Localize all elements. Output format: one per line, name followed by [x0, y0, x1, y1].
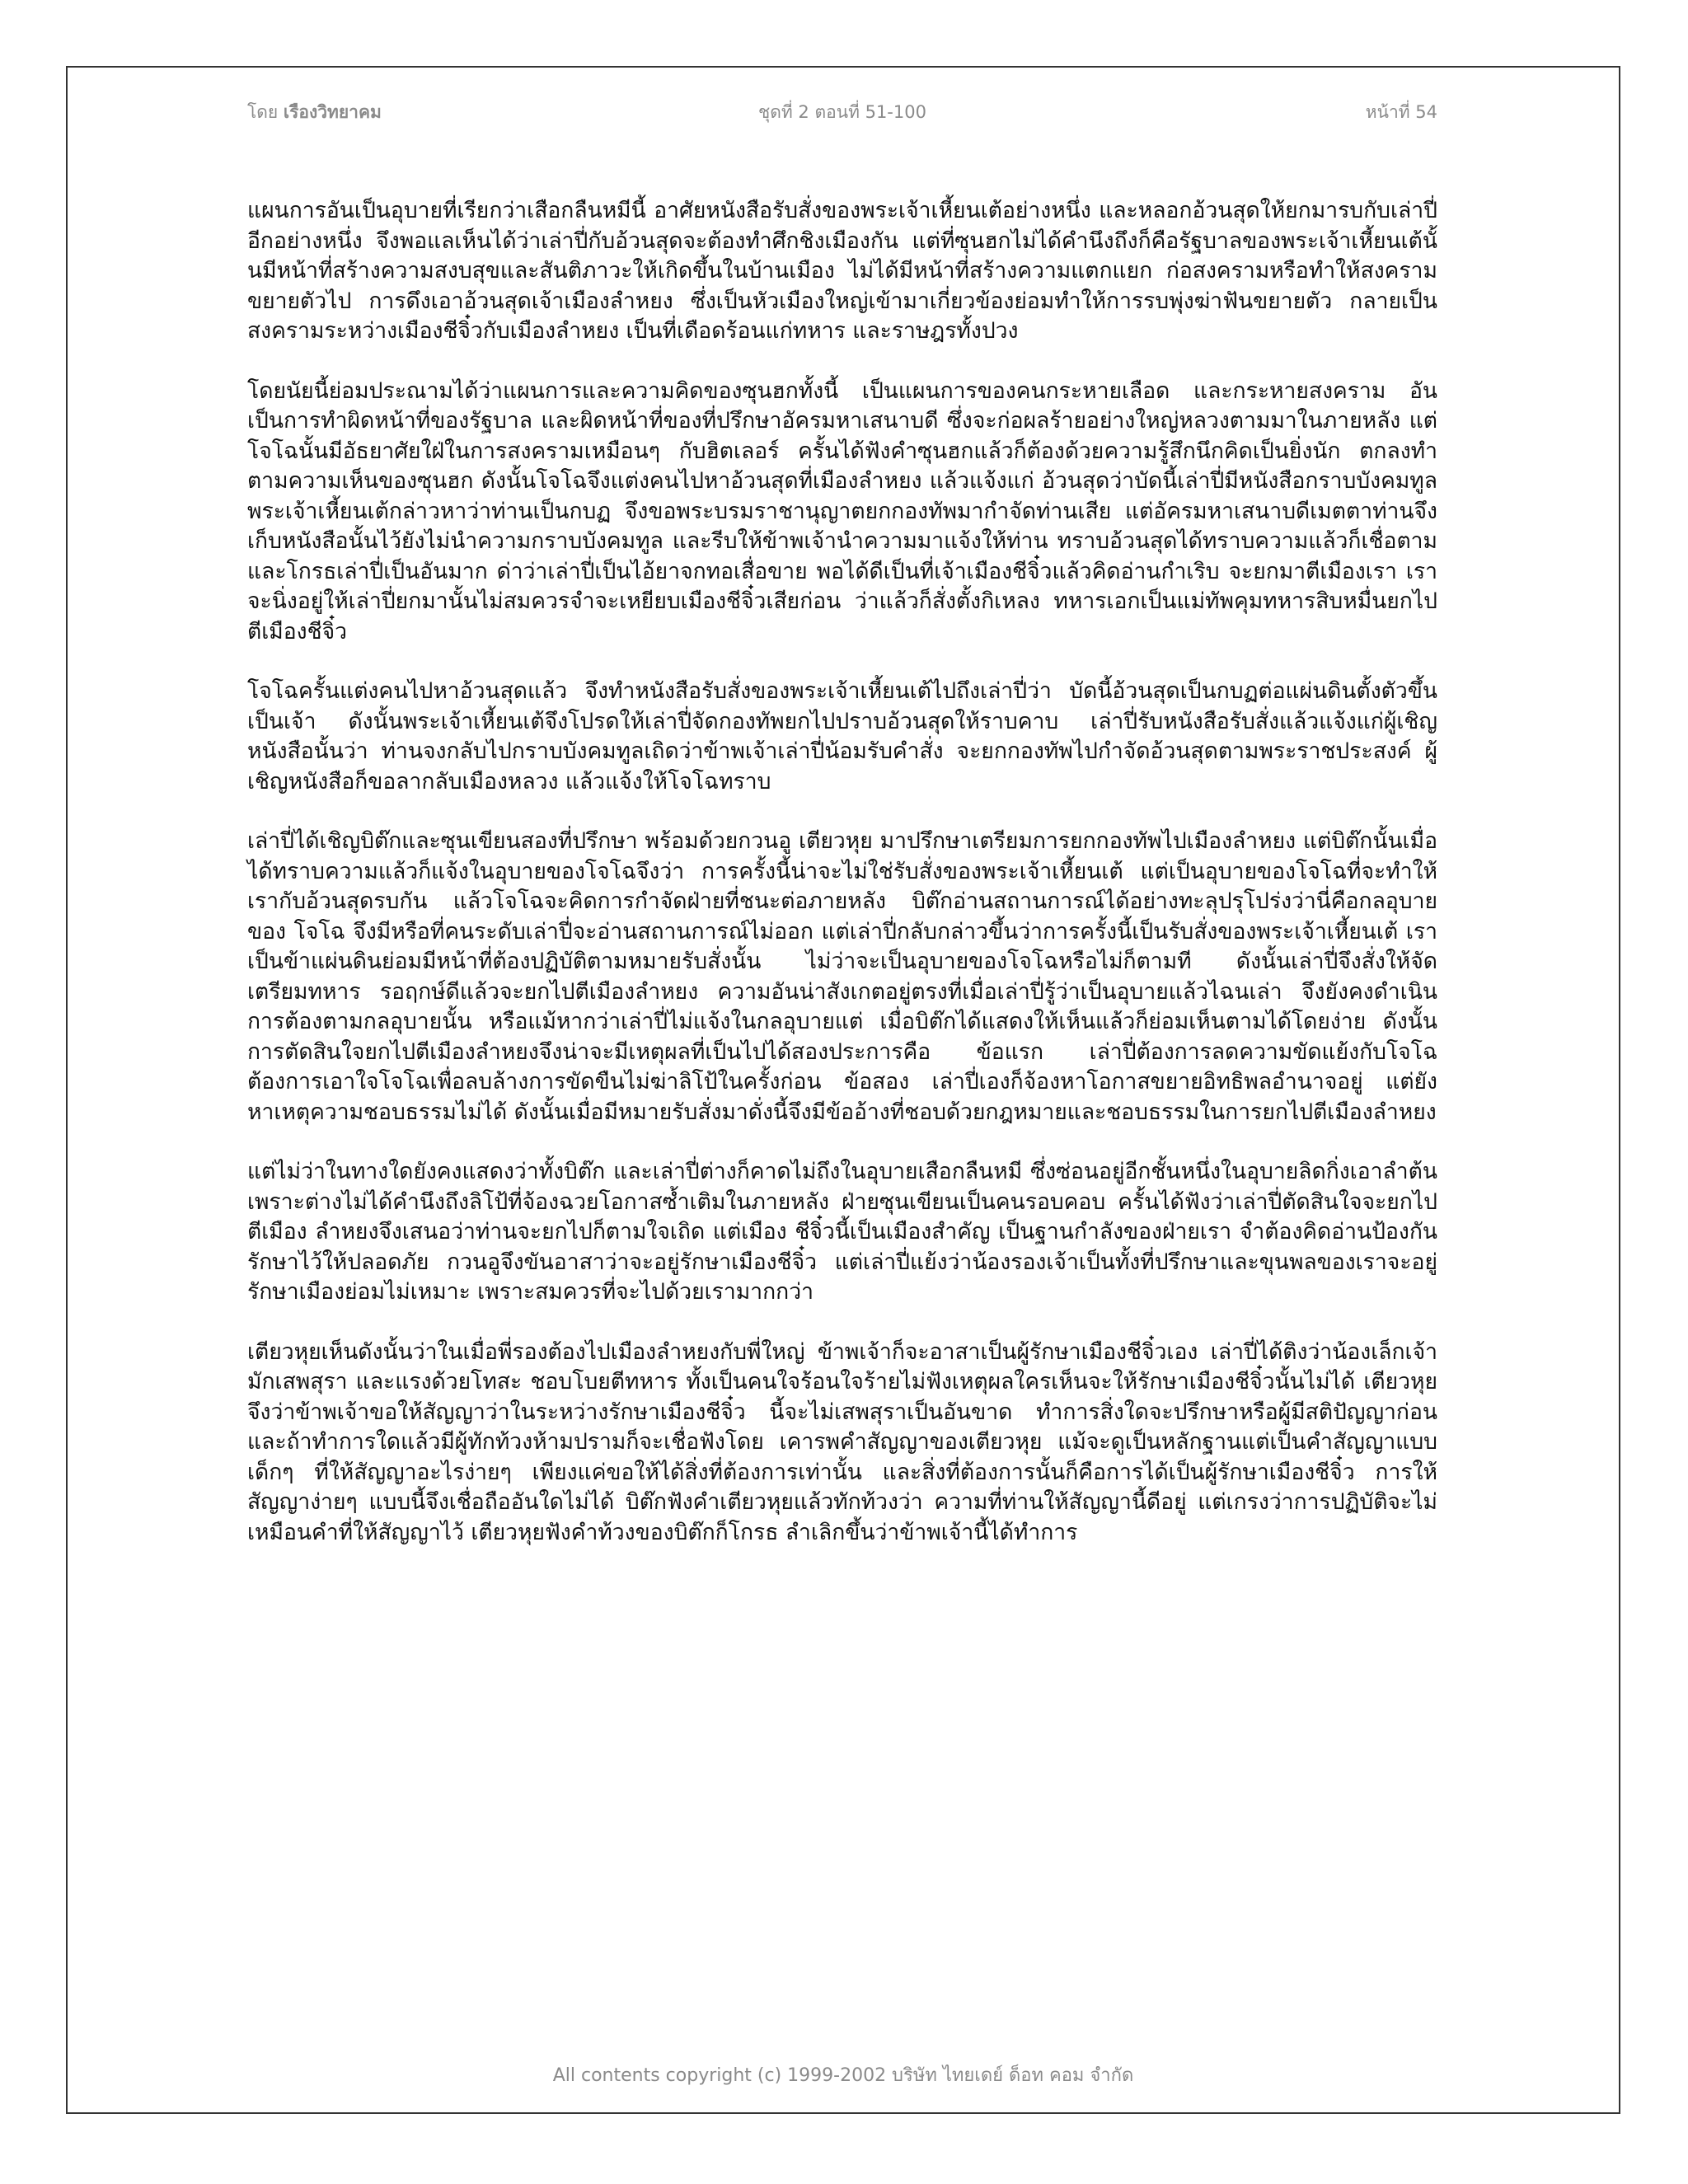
page-header — [247, 99, 1437, 132]
author-name: เรืองวิทยาคม — [283, 102, 382, 122]
paragraph: แต่ไม่ว่าในทางใดยังคงแสดงว่าทั้งบิต๊ก และเล่าปี่ต่างก็คาดไม่ถึงในอุบายเสือกลืนหมี ซึ่งซ่อนอยู่อีกชั้นหนึ่งในอุบายลิดกิ่งเอาลำต้น เพราะต่างไม่ได้คำนึงถึงลิโป้ที่จ้องฉวยโอกาสซ้ำเติมในภายหลัง ฝ่ายซุนเขียนเป็นคนรอบคอบ ครั้นได้ฟังว่าเล่าปี่ตัดสินใจจะยกไปตีเมือง ลำหยงจึงเสนอว่าท่านจะยกไปก็ตามใจเถิด แต่เมือง ชีจิ๋วนี้เป็นเมืองสำคัญ เป็นฐานกำลังของฝ่ายเรา จำต้องคิดอ่านป้องกันรักษาไว้ให้ปลอดภัย กวนอูจึงขันอาสาว่าจะอยู่รักษาเมืองชีจิ๋ว แต่เล่าปี่แย้งว่าน้องรองเจ้าเป็นทั้งที่ปรึกษาและขุนพลของเราจะอยู่รักษาเมืองย่อมไม่เหมาะ เพราะสมควรที่จะไปด้วยเรามากกว่า — [247, 1159, 1437, 1305]
paragraph: โจโฉครั้นแต่งคนไปหาอ้วนสุดแล้ว จึงทำหนังสือรับสั่งของพระเจ้าเหี้ยนเต้ไปถึงเล่าปี่ว่า บัดนี้อ้วนสุดเป็นกบฏต่อแผ่นดินตั้งตัวขึ้นเป็นเจ้า ดังนั้นพระเจ้าเหี้ยนเต้จึงโปรดให้เล่าปี่จัดกองทัพยกไปปราบอ้วนสุดให้ราบคาบ เล่าปี่รับหนังสือรับสั่งแล้วแจ้งแก่ผู้เชิญหนังสือนั้นว่า ท่านจงกลับไปกราบบังคมทูลเถิดว่าข้าพเจ้าเล่าปี่น้อมรับคำสั่ง จะยกกองทัพไปกำจัดอ้วนสุดตามพระราชประสงค์ ผู้เชิญหนังสือก็ขอลากลับเมืองหลวง แล้วแจ้งให้โจโฉทราบ — [247, 678, 1437, 794]
copyright-footer: All contents copyright (c) 1999-2002 บริษัท ไทยเดย์ ด็อท คอม จำกัด — [552, 2065, 1134, 2086]
article-body — [247, 196, 1437, 1548]
header-author: โดย เรืองวิทยาคม — [247, 102, 382, 122]
header-series: ชุดที่ 2 ตอนที่ 51-100 — [758, 102, 926, 122]
paragraph: เตียวหุยเห็นดังนั้นว่าในเมื่อพี่รองต้องไปเมืองลำหยงกับพี่ใหญ่ ข้าพเจ้าก็จะอาสาเป็นผู้รักษาเมืองชีจิ๋วเอง เล่าปี่ได้ติงว่าน้องเล็กเจ้ามักเสพสุรา และแรงด้วยโทสะ ชอบโบยตีทหาร ทั้งเป็นคนใจร้อนใจร้ายไม่ฟังเหตุผลใครเห็นจะให้รักษาเมืองชีจิ๋วนั้นไม่ได้ เตียวหุยจึงว่าข้าพเจ้าขอให้สัญญาว่าในระหว่างรักษาเมืองชีจิ๋ว นี้จะไม่เสพสุราเป็นอันขาด ทำการสิ่งใดจะปรึกษาหรือผู้มีสติปัญญาก่อน และถ้าทำการใดแล้วมีผู้ทักท้วงห้ามปรามก็จะเชื่อฟังโดย เคารพคำสัญญาของเตียวหุย แม้จะดูเป็นหลักฐานแต่เป็นคำสัญญาแบบเด็กๆ ที่ให้สัญญาอะไรง่ายๆ เพียงแค่ขอให้ได้สิ่งที่ต้องการเท่านั้น และสิ่งที่ต้องการนั้นก็คือการได้เป็นผู้รักษาเมืองชีจิ๋ว การให้สัญญาง่ายๆ แบบนี้จึงเชื่อถืออันใดไม่ได้ บิต๊กฟังคำเตียวหุยแล้วทักท้วงว่า ความที่ท่านให้สัญญานี้ดีอยู่ แต่เกรงว่าการปฏิบัติจะไม่เหมือนคำที่ให้สัญญาไว้ เตียวหุยฟังคำท้วงของบิต๊กก็โกรธ ลำเลิกขึ้นว่าข้าพเจ้านี้ได้ทำการ — [247, 1338, 1437, 1545]
header-page-number: หน้าที่ 54 — [1365, 102, 1437, 122]
paragraph: เล่าปี่ได้เชิญบิต๊กและซุนเขียนสองที่ปรึกษา พร้อมด้วยกวนอู เตียวหุย มาปรึกษาเตรียมการยกกองทัพไปเมืองลำหยง แต่บิต๊กนั้นเมื่อได้ทราบความแล้วก็แจ้งในอุบายของโจโฉจึงว่า การครั้งนี้น่าจะไม่ใช่รับสั่งของพระเจ้าเหี้ยนเต้ แต่เป็นอุบายของโจโฉที่จะทำให้เรากับอ้วนสุดรบกัน แล้วโจโฉจะคิดการกำจัดฝ่ายที่ชนะต่อภายหลัง บิต๊กอ่านสถานการณ์ได้อย่างทะลุปรุโปร่งว่านี่คือกลอุบายของ โจโฉ จึงมีหรือที่คนระดับเล่าปี่จะอ่านสถานการณ์ไม่ออก แต่เล่าปี่กลับกล่าวขึ้นว่าการครั้งนี้เป็นรับสั่งของพระเจ้าเหี้ยนเต้ เราเป็นข้าแผ่นดินย่อมมีหน้าที่ต้องปฏิบัติตามหมายรับสั่งนั้น ไม่ว่าจะเป็นอุบายของโจโฉหรือไม่ก็ตามที ดังนั้นเล่าปี่จึงสั่งให้จัดเตรียมทหาร รอฤกษ์ดีแล้วจะยกไปตีเมืองลำหยง ความอันน่าสังเกตอยู่ตรงที่เมื่อเล่าปี่รู้ว่าเป็นอุบายแล้วไฉนเล่า จึงยังคงดำเนินการต้องตามกลอุบายนั้น หรือแม้หากว่าเล่าปี่ไม่แจ้งในกลอุบายแต่ เมื่อบิต๊กได้แสดงให้เห็นแล้วก็ย่อมเห็นตามได้โดยง่าย ดังนั้นการตัดสินใจยกไปตีเมืองลำหยงจึงน่าจะมีเหตุผลที่เป็นไปได้สองประการคือ ข้อแรก เล่าปี่ต้องการลดความขัดแย้งกับโจโฉ ต้องการเอาใจโจโฉเพื่อลบล้างการขัดขืนไม่ฆ่าลิโป้ในครั้งก่อน ข้อสอง เล่าปี่เองก็จ้องหาโอกาสขยายอิทธิพลอำนาจอยู่ แต่ยังหาเหตุความชอบธรรมไม่ได้ ดังนั้นเมื่อมีหมายรับสั่งมาดั่งนี้จึงมีข้ออ้างที่ชอบด้วยกฎหมายและชอบธรรมในการยกไปตีเมืองลำหยง — [247, 828, 1437, 1125]
paragraph: โดยนัยนี้ย่อมประณามได้ว่าแผนการและความคิดของซุนฮกทั้งนี้ เป็นแผนการของคนกระหายเลือด และกระหายสงคราม อันเป็นการทำผิดหน้าที่ของรัฐบาล และผิดหน้าที่ของที่ปรึกษาอัครมหาเสนาบดี ซึ่งจะก่อผลร้ายอย่างใหญ่หลวงตามมาในภายหลัง แต่โจโฉนั้นมีอัธยาศัยใฝ่ในการสงครามเหมือนๆ กับฮิตเลอร์ ครั้นได้ฟังคำซุนฮกแล้วก็ต้องด้วยความรู้สึกนึกคิดเป็นยิ่งนัก ตกลงทำตามความเห็นของซุนฮก ดังนั้นโจโฉจึงแต่งคนไปหาอ้วนสุดที่เมืองลำหยง แล้วแจ้งแก่ อ้วนสุดว่าบัดนี้เล่าปี่มีหนังสือกราบบังคมทูลพระเจ้าเหี้ยนเต้กล่าวหาว่าท่านเป็นกบฏ จึงขอพระบรมราชานุญาตยกกองทัพมากำจัดท่านเสีย แต่อัครมหาเสนาบดีเมตตาท่านจึงเก็บหนังสือนั้นไว้ยังไม่นำความกราบบังคมทูล และรีบให้ข้าพเจ้านำความมาแจ้งให้ท่าน ทราบอ้วนสุดได้ทราบความแล้วก็เชื่อตาม และโกรธเล่าปี่เป็นอันมาก ด่าว่าเล่าปี่เป็นไอ้ยาจกทอเสื่อขาย พอได้ดีเป็นที่เจ้าเมืองชีจิ๋วแล้วคิดอ่านกำเริบ จะยกมาตีเมืองเรา เราจะนิ่งอยู่ให้เล่าปี่ยกมานั้นไม่สมควรจำจะเหยียบเมืองชีจิ๋วเสียก่อน ว่าแล้วก็สั่งตั้งกิเหลง ทหารเอกเป็นแม่ทัพคุมทหารสิบหมื่นยกไปตีเมืองชีจิ๋ว — [247, 377, 1437, 644]
paragraph: แผนการอันเป็นอุบายที่เรียกว่าเสือกลืนหมีนี้ อาศัยหนังสือรับสั่งของพระเจ้าเหี้ยนเต้อย่างหนึ่ง และหลอกอ้วนสุดให้ยกมารบกับเล่าปี่อีกอย่างหนึ่ง จึงพอแลเห็นได้ว่าเล่าปี่กับอ้วนสุดจะต้องทำศึกชิงเมืองกัน แต่ที่ซุนฮกไม่ได้คำนึงถึงก็คือรัฐบาลของพระเจ้าเหี้ยนเต้นั้นมีหน้าที่สร้างความสงบสุขและสันติภาวะให้เกิดขึ้นในบ้านเมือง ไม่ได้มีหน้าที่สร้างความแตกแยก ก่อสงครามหรือทำให้สงครามขยายตัวไป การดึงเอาอ้วนสุดเจ้าเมืองลำหยง ซึ่งเป็นหัวเมืองใหญ่เข้ามาเกี่ยวข้องย่อมทำให้การรบพุ่งฆ่าฟันขยายตัว กลายเป็นสงครามระหว่างเมืองชีจิ๋วกับเมืองลำหยง เป็นที่เดือดร้อนแก่ทหาร และราษฎรทั้งปวง — [247, 198, 1437, 344]
